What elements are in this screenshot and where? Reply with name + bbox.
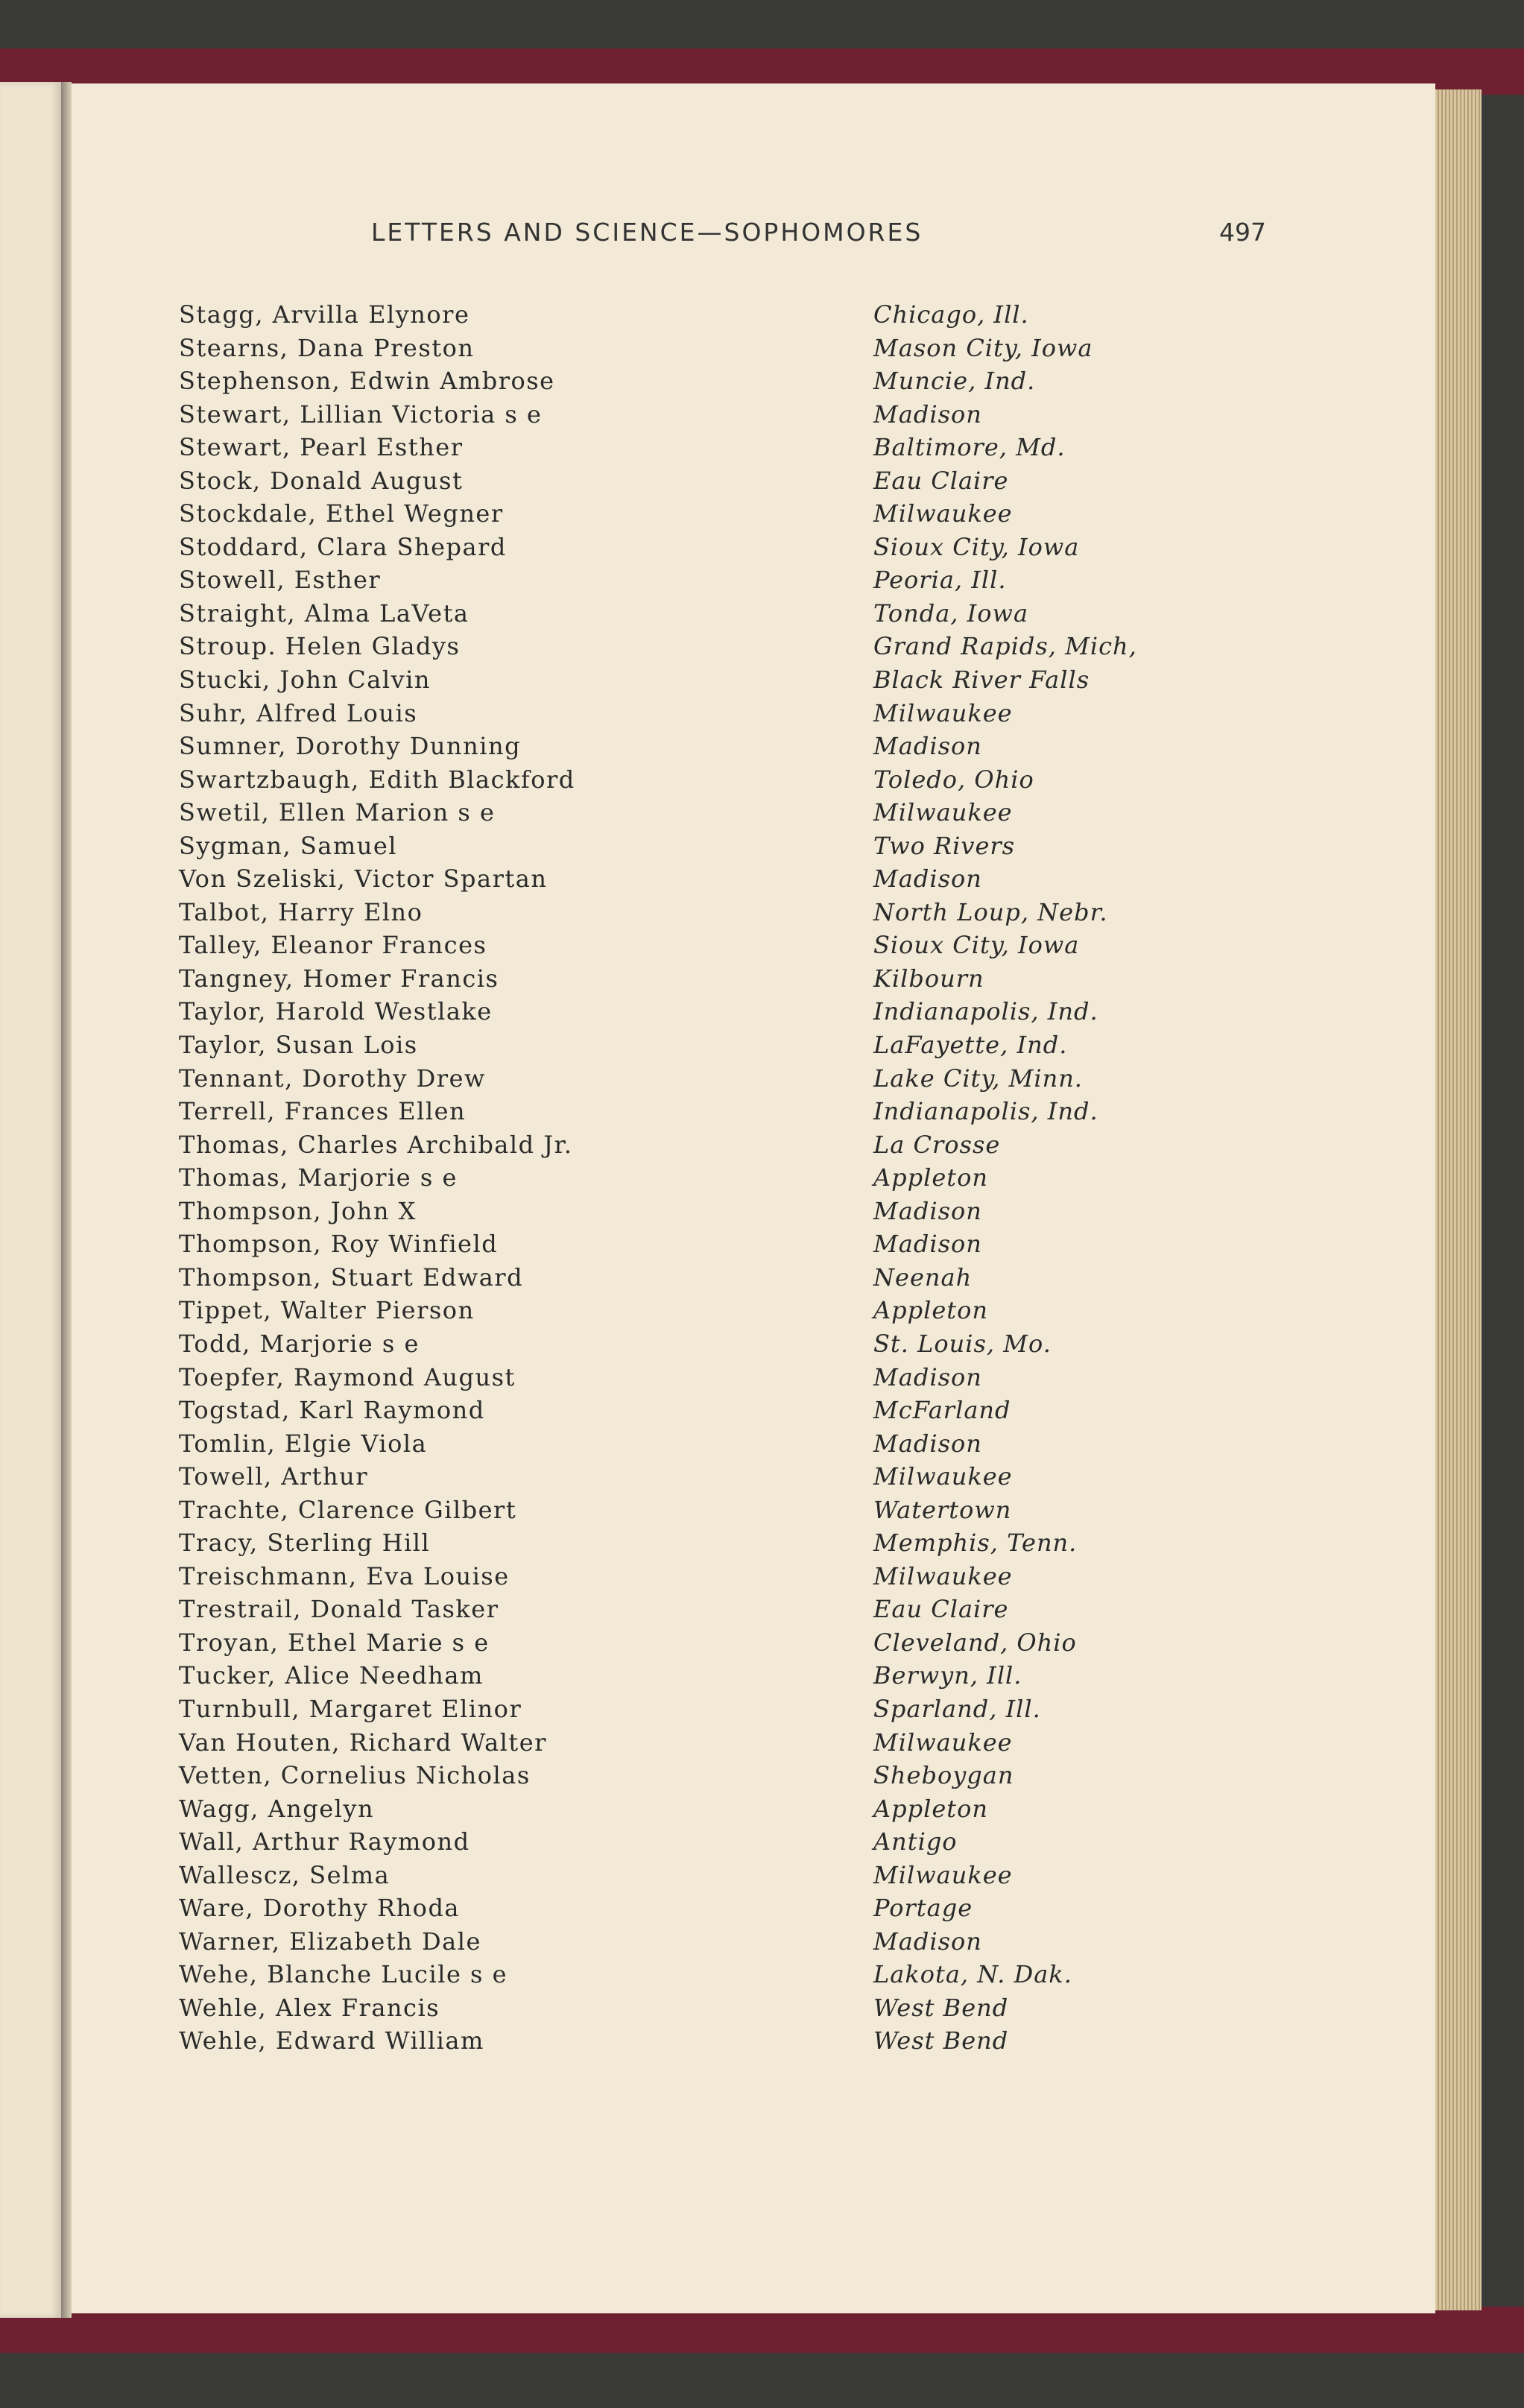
student-name: Stoddard, Clara Shepard: [179, 532, 507, 561]
list-item: [179, 1526, 1222, 1560]
student-name: Ware, Dorothy Rhoda: [179, 1894, 460, 1923]
student-name: Talley, Eleanor Frances: [179, 931, 487, 960]
list-item: [179, 431, 1222, 464]
running-head: LETTERS AND SCIENCE—SOPHOMORES: [371, 218, 923, 247]
hometown: Madison: [873, 1429, 982, 1458]
student-name: Stucki, John Calvin: [179, 666, 431, 695]
list-item: [179, 1161, 1222, 1195]
student-name: Stockdale, Ethel Wegner: [179, 499, 504, 528]
student-name: Talbot, Harry Elno: [179, 897, 423, 926]
student-name: Togstad, Karl Raymond: [179, 1396, 485, 1425]
list-item: [179, 962, 1222, 996]
student-name: Stroup. Helen Gladys: [179, 632, 461, 661]
student-name: Tracy, Sterling Hill: [179, 1529, 431, 1558]
student-name: Terrell, Frances Ellen: [179, 1097, 467, 1126]
page-number: 497: [1219, 218, 1266, 247]
student-name: Thompson, Stuart Edward: [179, 1263, 524, 1292]
list-item: [179, 1659, 1222, 1693]
list-item: [179, 1261, 1222, 1295]
list-item: [179, 1726, 1222, 1760]
student-name: Thomas, Charles Archibald Jr.: [179, 1130, 573, 1159]
hometown: Milwaukee: [873, 1462, 1013, 1491]
hometown: Berwyn, Ill.: [873, 1661, 1022, 1690]
student-list: [179, 298, 1222, 2058]
list-item: [179, 364, 1222, 398]
list-item: [179, 497, 1222, 531]
student-name: Vetten, Cornelius Nicholas: [179, 1761, 531, 1790]
hometown: Baltimore, Md.: [873, 433, 1066, 462]
list-item: [179, 597, 1222, 631]
student-name: Toepfer, Raymond August: [179, 1362, 516, 1391]
hometown: McFarland: [873, 1396, 1011, 1425]
student-name: Tomlin, Elgie Viola: [179, 1429, 428, 1458]
hometown: Antigo: [873, 1827, 958, 1856]
student-name: Wehle, Alex Francis: [179, 1993, 440, 2022]
list-item: [179, 1825, 1222, 1859]
list-item: [179, 1991, 1222, 2025]
list-item: [179, 630, 1222, 663]
list-item: [179, 1195, 1222, 1228]
list-item: [179, 1361, 1222, 1394]
list-item: [179, 1925, 1222, 1959]
book-gutter: [61, 82, 72, 2318]
student-name: Sumner, Dorothy Dunning: [179, 732, 522, 761]
hometown: Indianapolis, Ind.: [873, 1097, 1098, 1126]
hometown: Grand Rapids, Mich,: [873, 632, 1137, 661]
student-name: Stearns, Dana Preston: [179, 333, 475, 362]
hometown: Madison: [873, 1927, 982, 1956]
student-name: Stowell, Esther: [179, 566, 382, 595]
hometown: Mason City, Iowa: [873, 333, 1093, 362]
student-name: Sygman, Samuel: [179, 831, 397, 860]
hometown: West Bend: [873, 1993, 1009, 2022]
hometown: Lakota, N. Dak.: [873, 1960, 1072, 1989]
hometown: Peoria, Ill.: [873, 566, 1007, 595]
hometown: Milwaukee: [873, 1728, 1013, 1757]
list-item: [179, 829, 1222, 863]
list-item: [179, 1560, 1222, 1593]
student-name: Thomas, Marjorie s e: [179, 1163, 458, 1192]
hometown: North Loup, Nebr.: [873, 897, 1108, 926]
student-name: Stewart, Pearl Esther: [179, 433, 464, 462]
student-name: Thompson, John X: [179, 1196, 417, 1225]
hometown: St. Louis, Mo.: [873, 1329, 1052, 1358]
hometown: Kilbourn: [873, 964, 984, 993]
book-cover-bottom: [0, 2307, 1524, 2353]
student-name: Van Houten, Richard Walter: [179, 1728, 547, 1757]
student-name: Tucker, Alice Needham: [179, 1661, 484, 1690]
hometown: Portage: [873, 1894, 973, 1923]
student-name: Stagg, Arvilla Elynore: [179, 300, 470, 329]
list-item: [179, 1128, 1222, 1162]
hometown: Watertown: [873, 1495, 1012, 1524]
hometown: Milwaukee: [873, 1561, 1013, 1590]
list-item: [179, 1028, 1222, 1062]
hometown: Madison: [873, 1196, 982, 1225]
list-item: [179, 896, 1222, 929]
student-name: Troyan, Ethel Marie s e: [179, 1628, 490, 1657]
student-name: Suhr, Alfred Louis: [179, 698, 418, 727]
list-item: [179, 332, 1222, 365]
student-name: Towell, Arthur: [179, 1462, 369, 1491]
student-name: Treischmann, Eva Louise: [179, 1561, 510, 1590]
hometown: Sparland, Ill.: [873, 1694, 1041, 1723]
hometown: Two Rivers: [873, 831, 1016, 860]
student-name: Tennant, Dorothy Drew: [179, 1064, 486, 1093]
hometown: Sioux City, Iowa: [873, 931, 1080, 960]
hometown: Madison: [873, 399, 982, 429]
hometown: Toledo, Ohio: [873, 765, 1034, 794]
hometown: West Bend: [873, 2026, 1009, 2055]
list-item: [179, 1792, 1222, 1826]
list-item: [179, 697, 1222, 730]
hometown: Milwaukee: [873, 798, 1013, 827]
student-name: Warner, Elizabeth Dale: [179, 1927, 481, 1956]
student-name: Stewart, Lillian Victoria s e: [179, 399, 543, 429]
hometown: Madison: [873, 732, 982, 761]
hometown: Lake City, Minn.: [873, 1064, 1083, 1093]
list-item: [179, 763, 1222, 797]
hometown: Eau Claire: [873, 1595, 1009, 1624]
list-item: [179, 730, 1222, 763]
student-name: Tippet, Walter Pierson: [179, 1296, 475, 1325]
page-edges: [1435, 89, 1482, 2310]
list-item: [179, 1294, 1222, 1327]
hometown: Milwaukee: [873, 698, 1013, 727]
student-name: Von Szeliski, Victor Spartan: [179, 865, 548, 894]
list-item: [179, 1593, 1222, 1626]
hometown: Milwaukee: [873, 1860, 1013, 1889]
list-item: [179, 1626, 1222, 1660]
list-item: [179, 1095, 1222, 1128]
list-item: [179, 563, 1222, 597]
student-name: Trachte, Clarence Gilbert: [179, 1495, 517, 1524]
student-name: Swetil, Ellen Marion s e: [179, 798, 496, 827]
student-name: Wallescz, Selma: [179, 1860, 391, 1889]
list-item: [179, 929, 1222, 962]
list-item: [179, 1892, 1222, 1925]
student-name: Taylor, Susan Lois: [179, 1031, 418, 1060]
student-name: Thompson, Roy Winfield: [179, 1230, 499, 1259]
facing-page-edge: [0, 82, 61, 2318]
student-name: Taylor, Harold Westlake: [179, 997, 493, 1026]
hometown: La Crosse: [873, 1130, 1001, 1159]
hometown: Sioux City, Iowa: [873, 532, 1080, 561]
list-item: [179, 1394, 1222, 1427]
list-item: [179, 1759, 1222, 1792]
hometown: Cleveland, Ohio: [873, 1628, 1077, 1657]
list-item: [179, 1859, 1222, 1892]
list-item: [179, 1062, 1222, 1096]
hometown: Tonda, Iowa: [873, 598, 1029, 628]
student-name: Wagg, Angelyn: [179, 1794, 375, 1823]
student-name: Todd, Marjorie s e: [179, 1329, 420, 1358]
hometown: Chicago, Ill.: [873, 300, 1029, 329]
student-name: Wall, Arthur Raymond: [179, 1827, 470, 1856]
student-name: Turnbull, Margaret Elinor: [179, 1694, 522, 1723]
list-item: [179, 663, 1222, 697]
hometown: Madison: [873, 1362, 982, 1391]
list-item: [179, 531, 1222, 564]
student-name: Trestrail, Donald Tasker: [179, 1595, 499, 1624]
list-item: [179, 2024, 1222, 2058]
student-name: Tangney, Homer Francis: [179, 964, 499, 993]
list-item: [179, 1693, 1222, 1726]
hometown: Appleton: [873, 1794, 988, 1823]
hometown: Appleton: [873, 1296, 988, 1325]
list-item: [179, 995, 1222, 1028]
hometown: Madison: [873, 1230, 982, 1259]
list-item: [179, 1427, 1222, 1461]
hometown: Appleton: [873, 1163, 988, 1192]
hometown: Indianapolis, Ind.: [873, 997, 1098, 1026]
list-item: [179, 1227, 1222, 1261]
hometown: Milwaukee: [873, 499, 1013, 528]
list-item: [179, 796, 1222, 829]
hometown: LaFayette, Ind.: [873, 1031, 1068, 1060]
hometown: Eau Claire: [873, 466, 1009, 495]
student-name: Swartzbaugh, Edith Blackford: [179, 765, 575, 794]
hometown: Memphis, Tenn.: [873, 1529, 1078, 1558]
student-name: Straight, Alma LaVeta: [179, 598, 469, 628]
list-item: [179, 1958, 1222, 1991]
student-name: Wehle, Edward William: [179, 2026, 484, 2055]
list-item: [179, 1494, 1222, 1527]
student-name: Wehe, Blanche Lucile s e: [179, 1960, 508, 1989]
student-name: Stephenson, Edwin Ambrose: [179, 367, 555, 396]
list-item: [179, 1460, 1222, 1494]
list-item: [179, 1327, 1222, 1361]
hometown: Madison: [873, 865, 982, 894]
list-item: [179, 298, 1222, 332]
list-item: [179, 398, 1222, 432]
student-name: Stock, Donald August: [179, 466, 464, 495]
list-item: [179, 464, 1222, 498]
list-item: [179, 862, 1222, 896]
hometown: Sheboygan: [873, 1761, 1014, 1790]
hometown: Muncie, Ind.: [873, 367, 1036, 396]
hometown: Neenah: [873, 1263, 973, 1292]
hometown: Black River Falls: [873, 666, 1090, 695]
